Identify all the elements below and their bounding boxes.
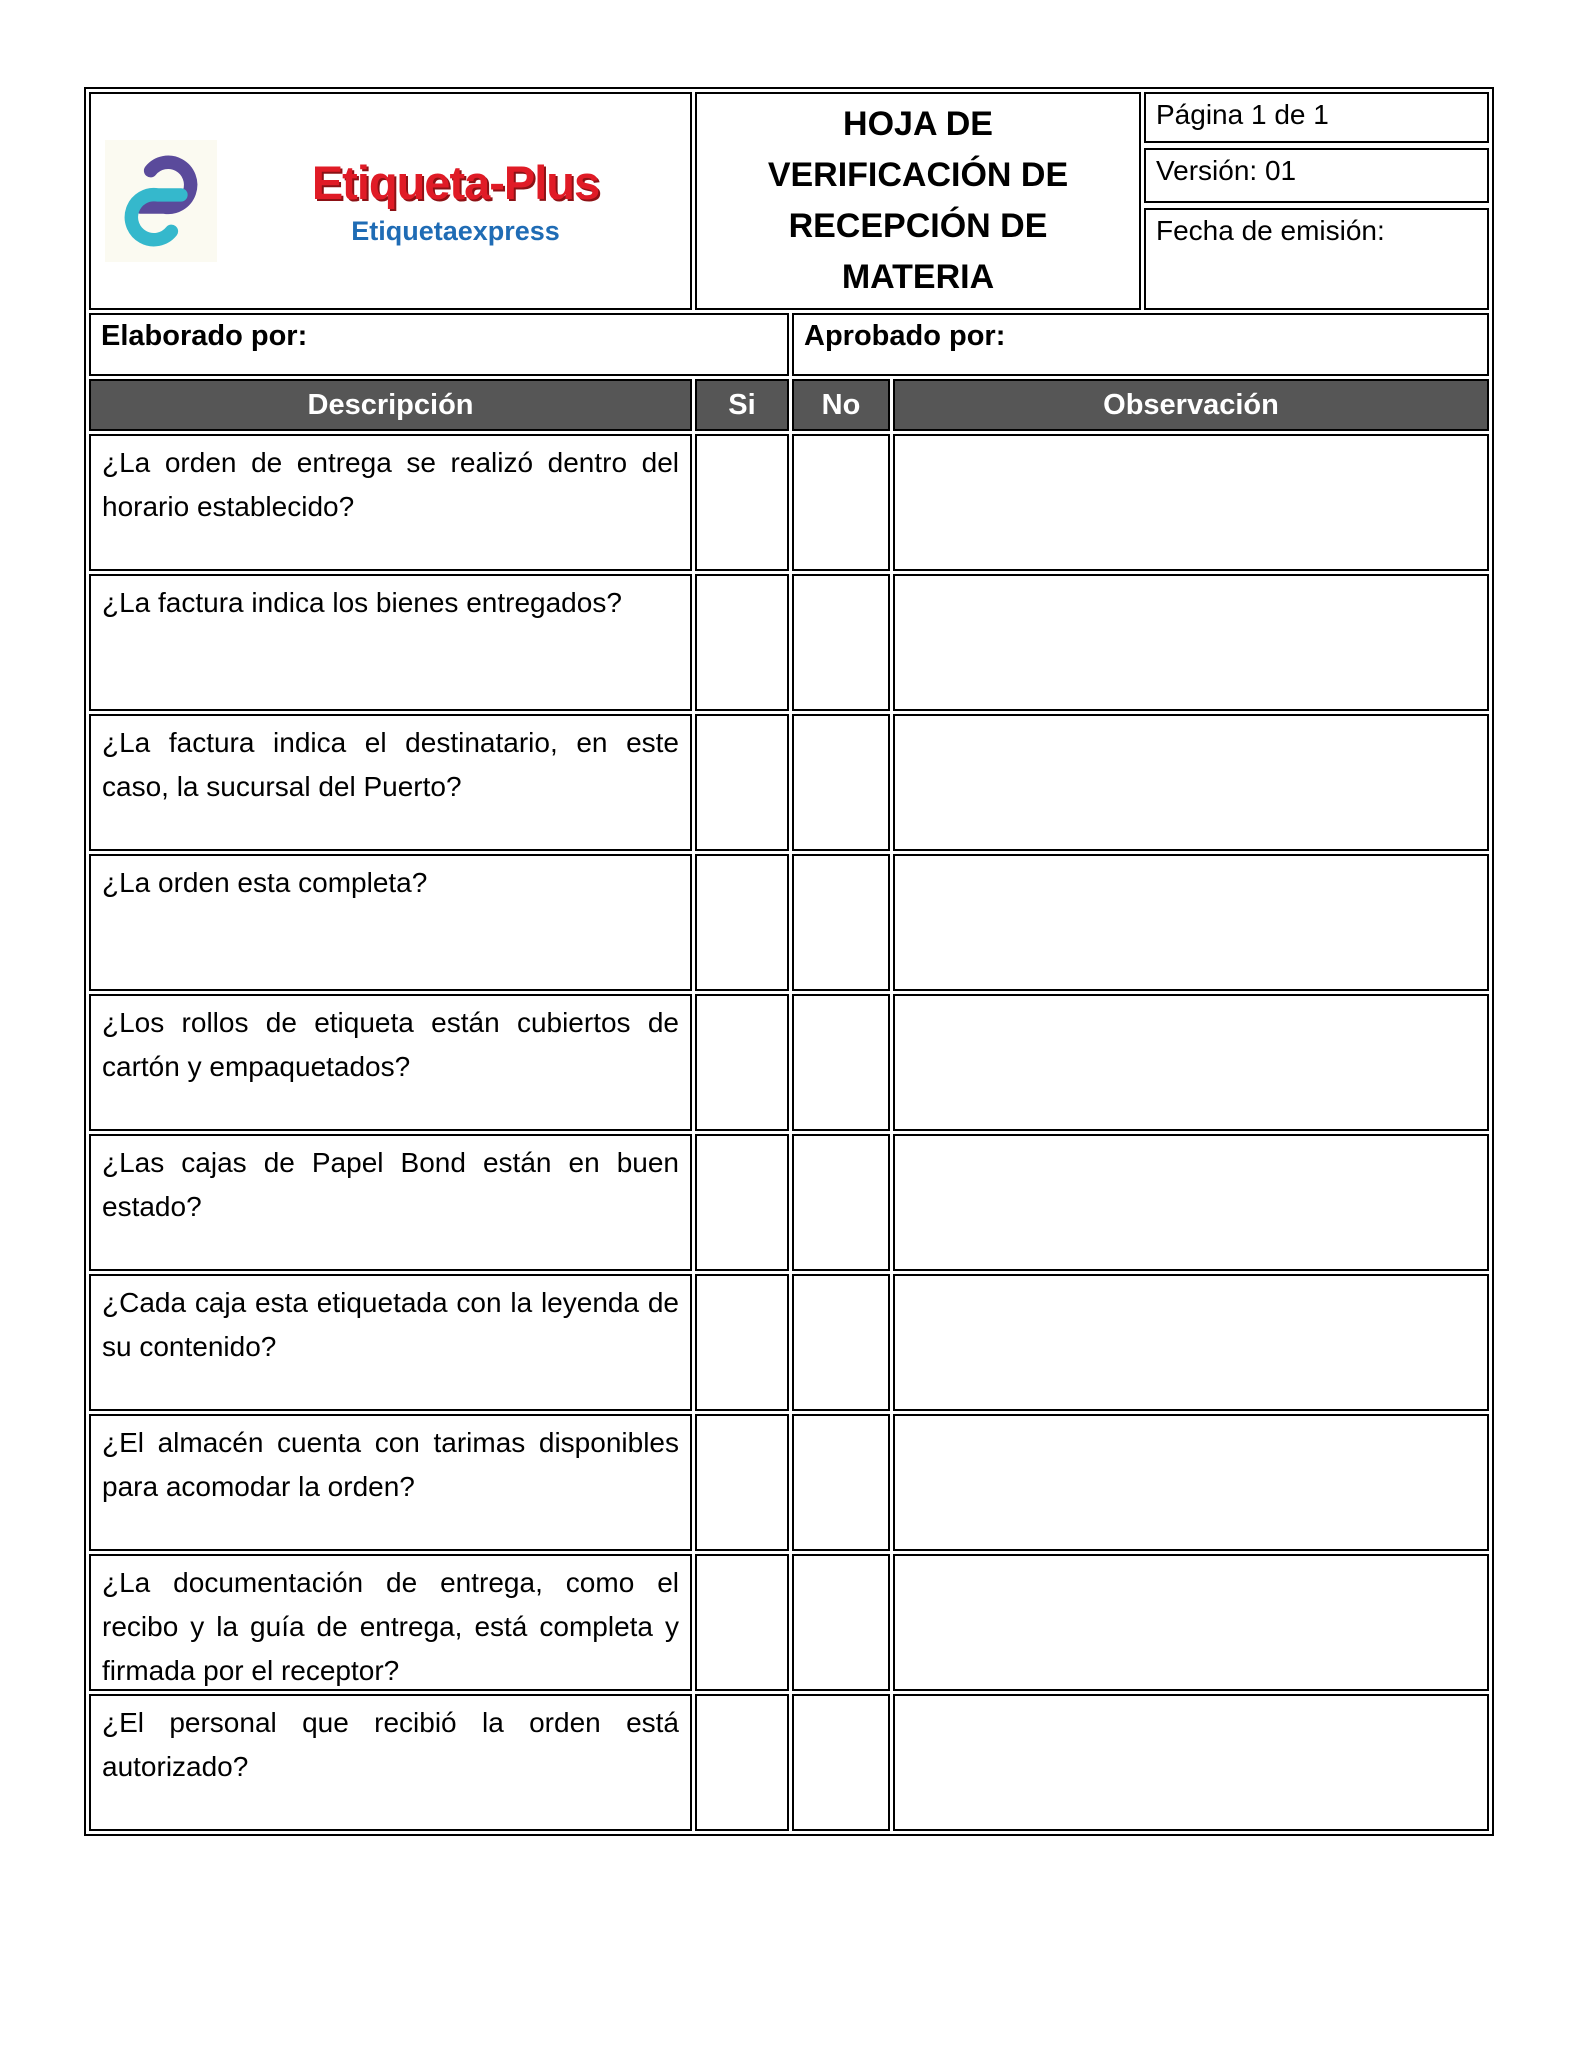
question-text: ¿Cada caja esta etiquetada con la leyenda de su contenido? bbox=[102, 1287, 679, 1362]
question-text: ¿El personal que recibió la orden está autorizado? bbox=[102, 1707, 679, 1782]
question-cell bbox=[89, 434, 692, 571]
no-cell[interactable] bbox=[792, 1694, 890, 1831]
aprobado-por-cell[interactable] bbox=[792, 313, 1489, 376]
question-text: ¿La documentación de entrega, como el recibo y la guía de entrega, está completa y firmada por el receptor? bbox=[102, 1567, 679, 1686]
column-header-descripcion: Descripción bbox=[89, 379, 692, 431]
brand-name: Etiqueta-Plus bbox=[311, 156, 600, 209]
question-text: ¿La factura indica el destinatario, en este caso, la sucursal del Puerto? bbox=[102, 727, 679, 802]
form-title-line: MATERIA bbox=[841, 258, 995, 296]
si-cell[interactable] bbox=[695, 854, 789, 991]
question-cell bbox=[89, 994, 692, 1131]
si-cell[interactable] bbox=[695, 1414, 789, 1551]
elaborado-por-label: Elaborado por: bbox=[101, 320, 308, 352]
brand-block bbox=[239, 155, 680, 247]
etiqueta-plus-logo-icon bbox=[105, 140, 217, 262]
no-cell[interactable] bbox=[792, 434, 890, 571]
page-number-box: Página 1 de 1 bbox=[1144, 92, 1489, 143]
interlocked-e-links-icon bbox=[109, 145, 213, 257]
si-cell[interactable] bbox=[695, 574, 789, 711]
question-text: ¿El almacén cuenta con tarimas disponibles para acomodar la orden? bbox=[102, 1427, 679, 1502]
si-cell[interactable] bbox=[695, 714, 789, 851]
no-cell[interactable] bbox=[792, 714, 890, 851]
observacion-cell[interactable] bbox=[893, 1414, 1489, 1551]
question-text: ¿La factura indica los bienes entregados? bbox=[102, 587, 622, 618]
no-cell[interactable] bbox=[792, 1134, 890, 1271]
form-title-line: HOJA DE bbox=[843, 105, 993, 143]
question-cell bbox=[89, 1554, 692, 1691]
no-cell[interactable] bbox=[792, 1274, 890, 1411]
column-header-no: No bbox=[792, 379, 890, 431]
observacion-cell[interactable] bbox=[893, 854, 1489, 991]
column-header-observacion: Observación bbox=[893, 379, 1489, 431]
form-title-line: VERIFICACIÓN DE bbox=[767, 156, 1069, 194]
observacion-cell[interactable] bbox=[893, 1554, 1489, 1691]
question-text: ¿La orden esta completa? bbox=[102, 867, 428, 898]
observacion-cell[interactable] bbox=[893, 994, 1489, 1131]
aprobado-por-label: Aprobado por: bbox=[804, 320, 1006, 352]
si-cell[interactable] bbox=[695, 1134, 789, 1271]
si-cell[interactable] bbox=[695, 1554, 789, 1691]
question-cell bbox=[89, 574, 692, 711]
emission-date-box[interactable]: Fecha de emisión: bbox=[1144, 208, 1489, 310]
logo-cell bbox=[89, 92, 692, 310]
si-cell[interactable] bbox=[695, 994, 789, 1131]
question-cell bbox=[89, 1134, 692, 1271]
brand-subtitle: Etiquetaexpress bbox=[351, 216, 560, 246]
no-cell[interactable] bbox=[792, 1554, 890, 1691]
form-title bbox=[695, 92, 1141, 310]
version-box: Versión: 01 bbox=[1144, 148, 1489, 203]
form-title-line: RECEPCIÓN DE bbox=[788, 207, 1048, 245]
question-cell bbox=[89, 1414, 692, 1551]
observacion-cell[interactable] bbox=[893, 714, 1489, 851]
observacion-cell[interactable] bbox=[893, 574, 1489, 711]
observacion-cell[interactable] bbox=[893, 1134, 1489, 1271]
no-cell[interactable] bbox=[792, 854, 890, 991]
si-cell[interactable] bbox=[695, 1694, 789, 1831]
verification-form bbox=[84, 87, 1494, 1836]
question-text: ¿La orden de entrega se realizó dentro del horario establecido? bbox=[102, 447, 679, 522]
observacion-cell[interactable] bbox=[893, 434, 1489, 571]
observacion-cell[interactable] bbox=[893, 1694, 1489, 1831]
question-cell bbox=[89, 714, 692, 851]
question-cell bbox=[89, 854, 692, 991]
elaborado-por-cell[interactable] bbox=[89, 313, 789, 376]
no-cell[interactable] bbox=[792, 994, 890, 1131]
no-cell[interactable] bbox=[792, 1414, 890, 1551]
observacion-cell[interactable] bbox=[893, 1274, 1489, 1411]
si-cell[interactable] bbox=[695, 1274, 789, 1411]
question-text: ¿Los rollos de etiqueta están cubiertos de cartón y empaquetados? bbox=[102, 1007, 679, 1082]
no-cell[interactable] bbox=[792, 574, 890, 711]
question-text: ¿Las cajas de Papel Bond están en buen estado? bbox=[102, 1147, 679, 1222]
si-cell[interactable] bbox=[695, 434, 789, 571]
document-info-boxes bbox=[1144, 92, 1489, 310]
question-cell bbox=[89, 1694, 692, 1831]
question-cell bbox=[89, 1274, 692, 1411]
column-header-si: Si bbox=[695, 379, 789, 431]
